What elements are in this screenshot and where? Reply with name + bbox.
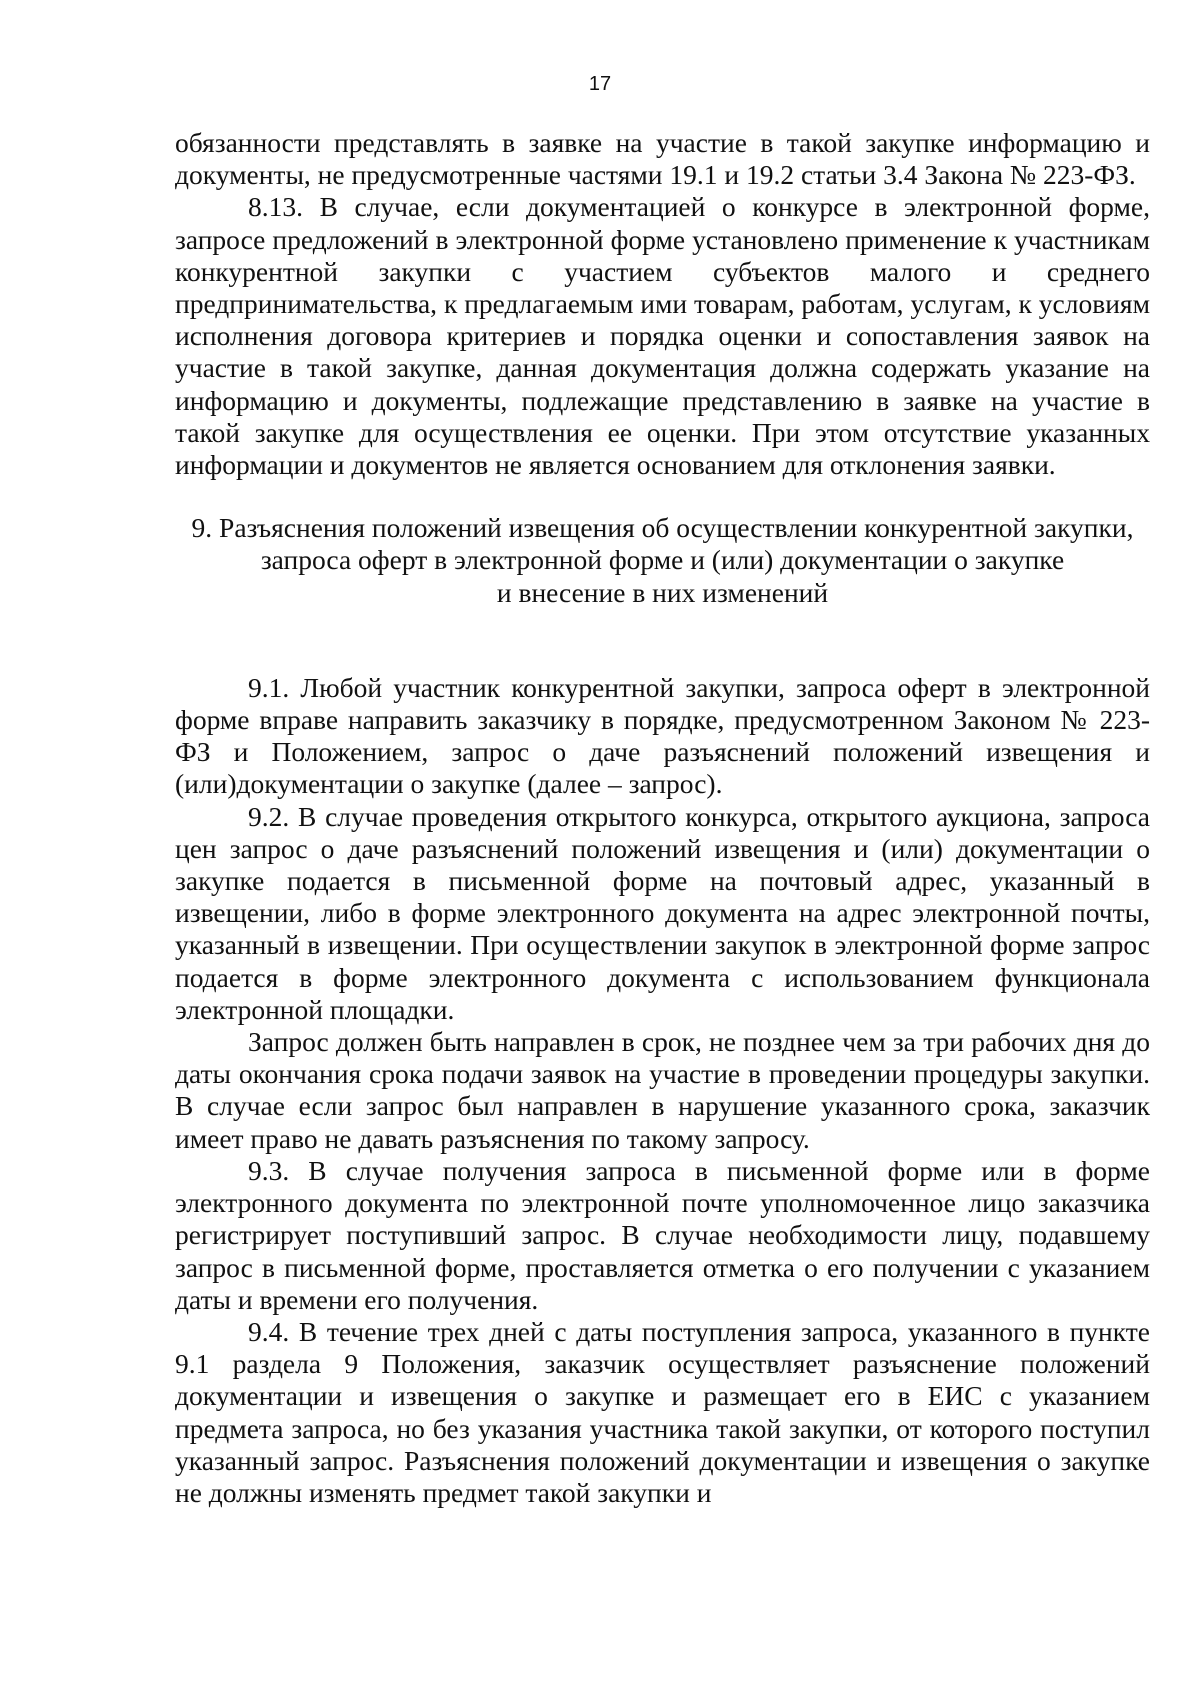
page-number: 17 (588, 73, 612, 95)
document-body (175, 127, 1150, 1509)
section-heading-line: запроса оферт в электронной форме и (или) документации о закупке (260, 544, 1065, 576)
paragraph-continuation: обязанности представлять в заявке на участие в такой закупке информацию и документы, не предусмотренные частями 19.1 и 19.2 статьи 3.4 Закона № 223-ФЗ. (175, 127, 1150, 191)
paragraph-9-3: 9.3. В случае получения запроса в письменной форме или в форме электронного документа по электронной почте уполномоченное лицо заказчика регистрирует поступивший запрос. В случае необходимости лицу, подавшему запрос в письменной форме, проставляется отметка о его получении с указанием даты и времени его получения. (175, 1154, 1150, 1315)
paragraph-9-4: 9.4. В течение трех дней с даты поступления запроса, указанного в пункте 9.1 раздела 9 Положения, заказчик осуществляет разъяснение положений документации и извещения о закупке и размещает его в ЕИС с указанием предмета запроса, но без указания участника такой закупки, от которого поступил указанный запрос. Разъяснения положений документации и извещения о закупке не должны изменять предмет такой закупки и (175, 1315, 1150, 1508)
paragraph-9-2-deadline: Запрос должен быть направлен в срок, не позднее чем за три рабочих дня до даты окончания срока подачи заявок на участие в проведении процедуры закупки. В случае если запрос был направлен в нарушение указанного срока, заказчик имеет право не давать разъяснения по такому запросу. (175, 1026, 1150, 1154)
section-heading-line: и внесение в них изменений (496, 576, 829, 608)
paragraph-9-2: 9.2. В случае проведения открытого конкурса, открытого аукциона, запроса цен запрос о даче разъяснений положений извещения и (или) документации о закупке подается в письменной форме на почтовый адрес, указанный в извещении, либо в форме электронного документа на адрес электронной почты, указанный в извещении. При осуществлении закупок в электронной форме запрос подается в форме электронного документа с использованием функционала электронной площадки. (175, 800, 1150, 1025)
section-heading-line: 9. Разъяснения положений извещения об осуществлении конкурентной закупки, (191, 512, 1134, 544)
section-heading (175, 512, 1150, 609)
paragraph-9-1: 9.1. Любой участник конкурентной закупки, запроса оферт в электронной форме вправе направить заказчику в порядке, предусмотренном Законом № 223-ФЗ и Положением, запрос о даче разъяснений положений извещения и (или)документации о закупке (далее – запрос). (175, 671, 1150, 800)
paragraph-8-13: 8.13. В случае, если документацией о конкурсе в электронной форме, запросе предложений в электронной форме установлено применение к участникам конкурентной закупки с участием субъектов малого и среднего предпринимательства, к предлагаемым ими товарам, работам, услугам, к условиям исполнения договора критериев и порядка оценки и сопоставления заявок на участие в такой закупке, данная документация должна содержать указание на информацию и документы, подлежащие представлению в заявке на участие в такой закупке для осуществления ее оценки. При этом отсутствие указанных информации и документов не является основанием для отклонения заявки. (175, 191, 1150, 481)
